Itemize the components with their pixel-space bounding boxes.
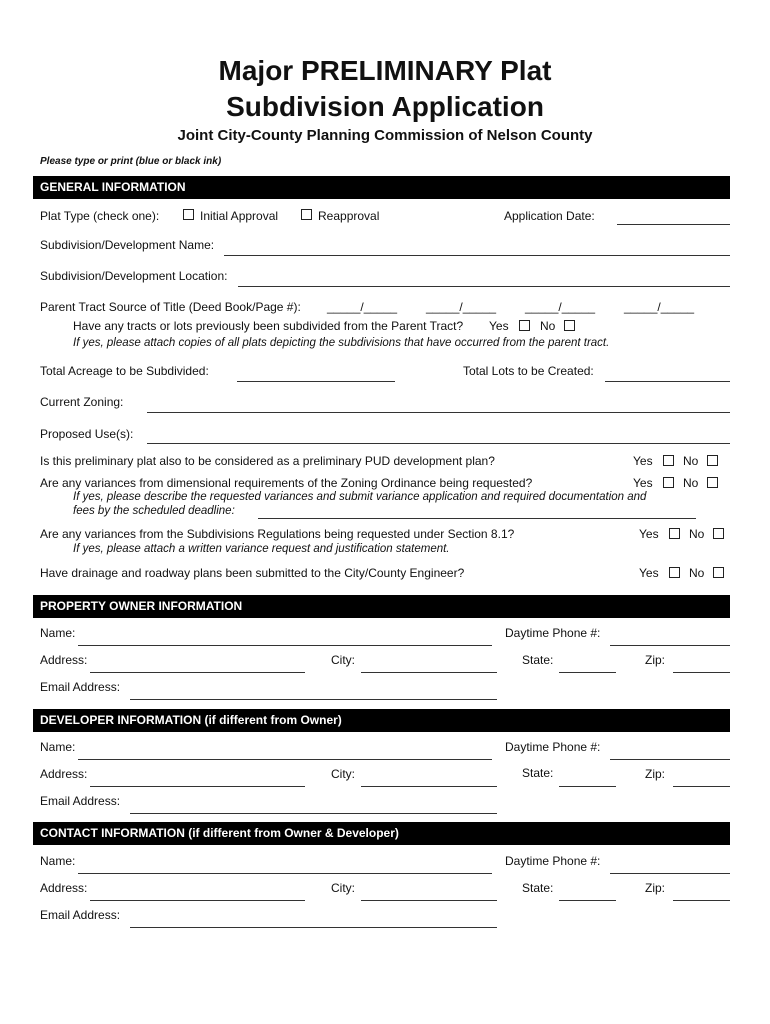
subdivision-variance-question: Are any variances from the Subdivisions Regulations being requested under Section 8.1? (40, 527, 515, 541)
total-acreage-field[interactable] (237, 381, 395, 382)
contact-zip-label: Zip: (645, 881, 666, 895)
subdivision-variance-note: If yes, please attach a written variance request and justification statement. (73, 543, 450, 555)
owner-phone-label: Daytime Phone #: (505, 626, 601, 640)
owner-city-field[interactable] (361, 672, 497, 673)
contact-name-field[interactable] (78, 873, 492, 874)
proposed-uses-field[interactable] (147, 443, 730, 444)
owner-state-label: State: (522, 653, 554, 667)
deed-book-page-field-2[interactable]: _____/_____ (426, 300, 497, 314)
page-title: Major PRELIMINARY Plat (218, 55, 552, 86)
developer-state-field[interactable] (559, 786, 616, 787)
contact-section-header: CONTACT INFORMATION (if different from Owner & Developer) (33, 822, 730, 845)
zoning-variance-field[interactable] (258, 518, 696, 519)
plat-type-label: Plat Type (check one): (40, 209, 160, 223)
developer-zip-label: Zip: (645, 767, 666, 781)
owner-state-field[interactable] (559, 672, 616, 673)
subdivision-variance-yes-checkbox[interactable] (669, 528, 680, 539)
page-title-line2: Subdivision Application (226, 91, 544, 122)
drainage-yes-label: Yes (639, 566, 659, 580)
contact-address-label: Address: (40, 881, 88, 895)
owner-email-field[interactable] (130, 699, 497, 700)
developer-city-field[interactable] (361, 786, 497, 787)
pud-yes-checkbox[interactable] (663, 455, 674, 466)
drainage-no-label: No (689, 566, 705, 580)
subdivision-location-label: Subdivision/Development Location: (40, 269, 228, 283)
developer-address-field[interactable] (90, 786, 305, 787)
owner-zip-label: Zip: (645, 653, 666, 667)
contact-city-label: City: (331, 881, 355, 895)
contact-email-field[interactable] (130, 927, 497, 928)
contact-state-field[interactable] (559, 900, 616, 901)
owner-section-header: PROPERTY OWNER INFORMATION (33, 595, 730, 618)
drainage-yes-checkbox[interactable] (669, 567, 680, 578)
owner-address-label: Address: (40, 653, 88, 667)
reapproval-label: Reapproval (318, 209, 380, 223)
subdivided-question: Have any tracts or lots previously been subdivided from the Parent Tract? (73, 319, 464, 333)
owner-address-field[interactable] (90, 672, 305, 673)
developer-phone-field[interactable] (610, 759, 730, 760)
subdivision-variance-yes-label: Yes (639, 527, 659, 541)
owner-name-label: Name: (40, 626, 76, 640)
contact-email-label: Email Address: (40, 908, 121, 922)
subdivision-name-label: Subdivision/Development Name: (40, 238, 215, 252)
total-acreage-label: Total Acreage to be Subdivided: (40, 364, 209, 378)
drainage-question: Have drainage and roadway plans been submitted to the City/County Engineer? (40, 566, 465, 580)
subdivided-yes-checkbox[interactable] (519, 320, 530, 331)
owner-zip-field[interactable] (673, 672, 730, 673)
zoning-variance-note: If yes, please describe the requested variances and submit variance application and required documentation and (73, 491, 647, 503)
zoning-variance-no-label: No (683, 476, 699, 490)
developer-state-label: State: (522, 766, 554, 780)
subdivided-no-checkbox[interactable] (564, 320, 575, 331)
owner-city-label: City: (331, 653, 355, 667)
subdivision-location-field[interactable] (238, 286, 730, 287)
page-subtitle: Joint City-County Planning Commission of Nelson County (177, 127, 593, 144)
application-date-label: Application Date: (504, 209, 595, 223)
drainage-no-checkbox[interactable] (713, 567, 724, 578)
developer-name-label: Name: (40, 740, 76, 754)
pud-no-label: No (683, 454, 699, 468)
subdivision-variance-no-label: No (689, 527, 705, 541)
zoning-variance-yes-label: Yes (633, 476, 653, 490)
contact-phone-label: Daytime Phone #: (505, 854, 601, 868)
zoning-variance-yes-checkbox[interactable] (663, 477, 674, 488)
developer-email-label: Email Address: (40, 794, 121, 808)
zoning-variance-note-line2: fees by the scheduled deadline: (73, 505, 235, 517)
contact-address-field[interactable] (90, 900, 305, 901)
developer-email-field[interactable] (130, 813, 497, 814)
proposed-uses-label: Proposed Use(s): (40, 427, 134, 441)
developer-phone-label: Daytime Phone #: (505, 740, 601, 754)
deed-book-page-field-4[interactable]: _____/_____ (624, 300, 695, 314)
subdivided-yes-label: Yes (489, 319, 509, 333)
contact-zip-field[interactable] (673, 900, 730, 901)
initial-approval-label: Initial Approval (200, 209, 279, 223)
application-date-field[interactable] (617, 224, 730, 225)
initial-approval-checkbox[interactable] (183, 209, 194, 220)
zoning-variance-no-checkbox[interactable] (707, 477, 718, 488)
total-lots-field[interactable] (605, 381, 730, 382)
current-zoning-field[interactable] (147, 412, 730, 413)
owner-email-label: Email Address: (40, 680, 121, 694)
owner-name-field[interactable] (78, 645, 492, 646)
developer-zip-field[interactable] (673, 786, 730, 787)
pud-no-checkbox[interactable] (707, 455, 718, 466)
developer-address-label: Address: (40, 767, 88, 781)
current-zoning-label: Current Zoning: (40, 395, 124, 409)
subdivision-name-field[interactable] (224, 255, 730, 256)
pud-question: Is this preliminary plat also to be considered as a preliminary PUD development plan? (40, 454, 495, 468)
contact-name-label: Name: (40, 854, 76, 868)
developer-section-header: DEVELOPER INFORMATION (if different from Owner) (33, 709, 730, 732)
owner-phone-field[interactable] (610, 645, 730, 646)
reapproval-checkbox[interactable] (301, 209, 312, 220)
instruction-note: Please type or print (blue or black ink) (40, 156, 222, 167)
subdivided-note: If yes, please attach copies of all plats depicting the subdivisions that have occurred from the parent tract. (73, 337, 610, 349)
general-section-header: GENERAL INFORMATION (33, 176, 730, 199)
deed-book-page-field-3[interactable]: _____/_____ (525, 300, 596, 314)
total-lots-label: Total Lots to be Created: (463, 364, 594, 378)
developer-name-field[interactable] (78, 759, 492, 760)
pud-yes-label: Yes (633, 454, 653, 468)
parent-tract-label: Parent Tract Source of Title (Deed Book/Page #): (40, 300, 301, 314)
deed-book-page-field-1[interactable]: _____/_____ (327, 300, 398, 314)
subdivided-no-label: No (540, 319, 556, 333)
contact-phone-field[interactable] (610, 873, 730, 874)
zoning-variance-question: Are any variances from dimensional requirements of the Zoning Ordinance being requested? (40, 476, 533, 490)
developer-city-label: City: (331, 767, 355, 781)
contact-state-label: State: (522, 881, 554, 895)
contact-city-field[interactable] (361, 900, 497, 901)
subdivision-variance-no-checkbox[interactable] (713, 528, 724, 539)
